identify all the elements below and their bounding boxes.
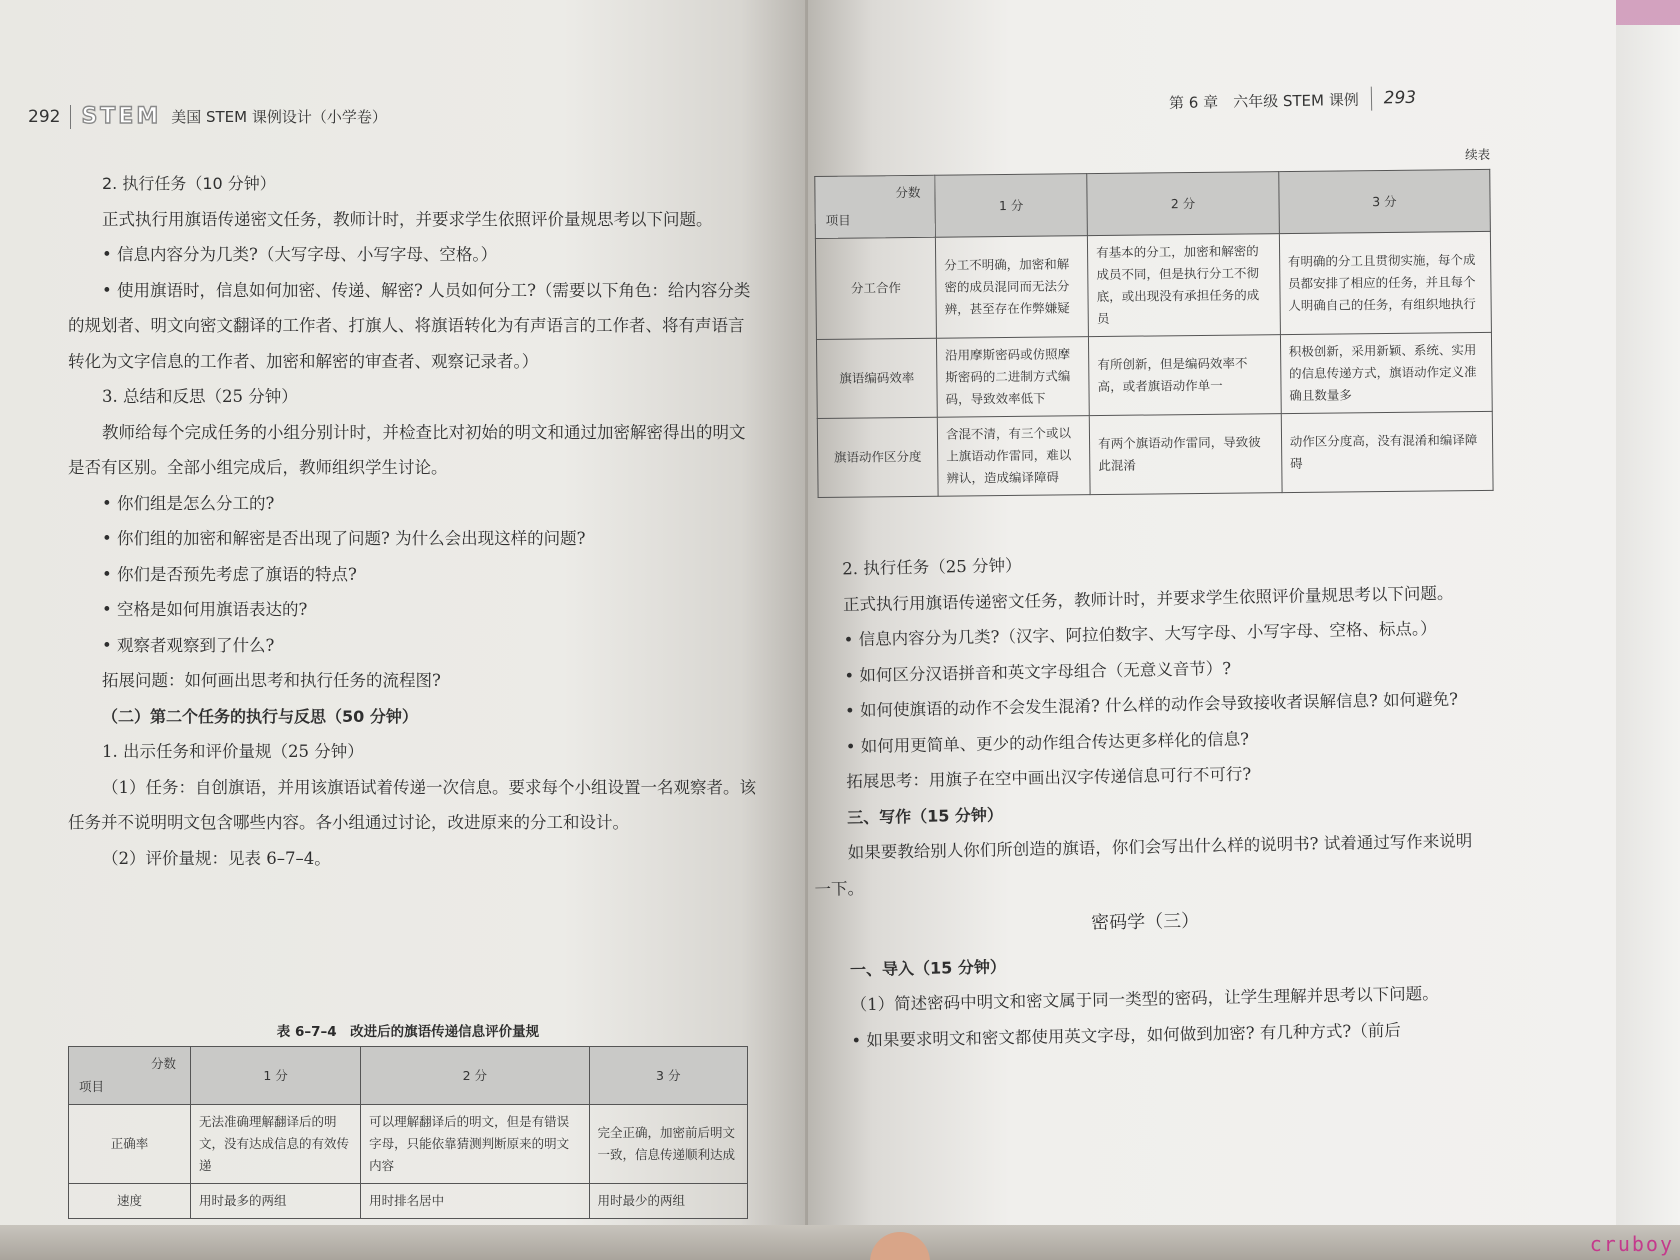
table-header: 3 分: [589, 1047, 748, 1105]
rubric-table-continued: [814, 169, 1493, 498]
paragraph: 3. 总结和反思（25 分钟）: [102, 387, 298, 406]
list-item: • 你们是否预先考虑了旗语的特点?: [102, 564, 357, 584]
table-cell: 用时最少的两组: [589, 1184, 748, 1219]
row-label: 旗语动作区分度: [817, 417, 938, 497]
right-table-block: [814, 145, 1494, 498]
right-running-head: [1169, 86, 1417, 114]
left-page-number: 292: [28, 106, 61, 127]
paragraph: 拓展问题：如何画出思考和执行任务的流程图?: [102, 671, 441, 690]
right-page: [808, 0, 1616, 1225]
paragraph: 2. 执行任务（10 分钟）: [102, 174, 276, 193]
paragraph: 教师给每个完成任务的小组分别计时，并检查比对初始的明文和通过加密解密得出的明文是否有区别。全部小组完成后，教师组织学生讨论。: [68, 422, 746, 477]
table-row: [815, 231, 1491, 339]
right-page-number: 293: [1383, 87, 1417, 109]
table-cell: 有基本的分工，加密和解密的成员不同，但是执行分工不彻底，或出现没有承担任务的成员: [1088, 234, 1281, 337]
section-heading: 三、写作（15 分钟）: [846, 804, 1004, 827]
paragraph: 正式执行用旗语传递密文任务，教师计时，并要求学生依照评价量规思考以下问题。: [102, 209, 713, 229]
corner-bottom-label: 项目: [79, 1079, 105, 1094]
left-page: [0, 0, 805, 1225]
table-cell: 动作区分度高，没有混淆和编译障碍: [1281, 411, 1493, 492]
table-cell: 沿用摩斯密码或仿照摩斯密码的二进制方式编码，导致效率低下: [936, 337, 1089, 418]
table-header: 1 分: [935, 174, 1088, 238]
table-cell: 完全正确，加密前后明文一致，信息传递顺利达成: [589, 1105, 748, 1184]
paragraph: 如果要教给别人你们所创造的旗语，你们会写出什么样的说明书? 试着通过写作来说明一下。: [814, 831, 1473, 899]
corner-bottom-label: 项目: [825, 212, 851, 228]
section-heading: （二）第二个任务的执行与反思（50 分钟）: [102, 706, 418, 726]
paragraph: 正式执行用旗语传递密文任务，教师计时，并要求学生依照评价量规思考以下问题。: [842, 583, 1454, 614]
paragraph: 2. 执行任务（25 分钟）: [842, 555, 1022, 579]
section-heading: 一、导入（15 分钟）: [849, 956, 1007, 979]
paragraph: （2）评价量规：见表 6–7–4。: [102, 848, 331, 868]
lesson-title: 密码学（三）: [1090, 910, 1200, 934]
list-item: • 信息内容分为几类?（大写字母、小写字母、空格。）: [102, 245, 498, 264]
table-corner: [815, 175, 936, 238]
list-item: • 使用旗语时，信息如何加密、传递、解密? 人员如何分工?（需要以下角色：给内容分类的规划者、明文向密文翻译的工作者、打旗人、将旗语转化为有声语言的工作者、将有声语言转化为文字信息的工作者、加密和解密的审查者、观察记录者。）: [68, 280, 751, 371]
stem-logo: STEM: [81, 104, 162, 129]
table-surface: [0, 1225, 1680, 1260]
row-label: 分工合作: [815, 237, 936, 339]
head-divider: [1370, 87, 1371, 111]
rubric-table: [68, 1046, 748, 1219]
paragraph: （1）简述密码中明文和密文属于同一类型的密码，让学生理解并思考以下问题。: [850, 983, 1439, 1015]
paragraph: 拓展思考：用旗子在空中画出汉字传递信息可行不可行?: [846, 764, 1252, 792]
table-row: [69, 1105, 748, 1184]
corner-top-label: 分数: [895, 184, 921, 201]
table-corner: [69, 1047, 191, 1105]
list-item: • 空格是如何用旗语表达的?: [102, 600, 308, 619]
row-label: 正确率: [69, 1105, 191, 1184]
table-cell: 含混不清，有三个或以上旗语动作雷同，难以辨认，造成编译障碍: [937, 416, 1090, 497]
corner-top-label: 分数: [150, 1056, 176, 1071]
watermark: cruboy: [1589, 1232, 1674, 1256]
row-label: 速度: [69, 1184, 191, 1219]
left-running-head: [28, 104, 387, 129]
table-cell: 用时最多的两组: [191, 1184, 361, 1219]
table-cell: 有明确的分工且贯彻实施，每个成员都安排了相应的任务，并且每个人明确自己的任务，有组织地执行: [1279, 231, 1491, 334]
table-cell: 分工不明确，加密和解密的成员混同而无法分辨，甚至存在作弊嫌疑: [935, 236, 1088, 339]
right-body-text: [808, 539, 1478, 1059]
table-row: [817, 411, 1493, 497]
chapter-title: 第 6 章 六年级 STEM 课例: [1168, 90, 1359, 112]
list-item: • 你们组是怎么分工的?: [102, 493, 275, 513]
list-item: • 如何区分汉语拼音和英文字母组合（无意义音节）?: [844, 658, 1232, 685]
table-header: 1 分: [191, 1047, 361, 1105]
paragraph: （1）任务：自创旗语，并用该旗语试着传递一次信息。要求每个小组设置一名观察者。该任务并不说明明文包含哪些内容。各小组通过讨论，改进原来的分工和设计。: [68, 777, 756, 832]
paragraph: 1. 出示任务和评价量规（25 分钟）: [102, 742, 364, 761]
list-item: • 观察者观察到了什么?: [102, 635, 275, 655]
left-body-text: [68, 166, 758, 876]
table-header: 3 分: [1278, 169, 1490, 233]
table-cell: 有所创新，但是编码效率不高，或者旗语动作单一: [1089, 335, 1281, 416]
table-cell: 可以理解翻译后的明文，但是有错误字母，只能依靠猜测判断原来的明文内容: [361, 1105, 589, 1184]
list-item: • 如何用更简单、更少的动作组合传达更多样化的信息?: [845, 729, 1250, 756]
list-item: • 如果要求明文和密文都使用英文字母，如何做到加密? 有几种方式?（前后: [851, 1020, 1401, 1050]
head-divider: [70, 105, 71, 129]
row-label: 旗语编码效率: [816, 338, 937, 418]
list-item: • 信息内容分为几类?（汉字、阿拉伯数字、大写字母、小写字母、空格、标点。）: [843, 618, 1437, 650]
table-caption: 表 6–7–4 改进后的旗语传递信息评价量规: [276, 1024, 540, 1040]
table-cell: 无法准确理解翻译后的明文，没有达成信息的有效传递: [191, 1105, 361, 1184]
left-table-block: [68, 1020, 748, 1219]
list-item: • 如何使旗语的动作不会发生混淆? 什么样的动作会导致接收者误解信息? 如何避免?: [844, 689, 1459, 721]
table-header: 2 分: [361, 1047, 589, 1105]
table-cell: 有两个旗语动作雷同，导致彼此混淆: [1089, 414, 1281, 495]
book-title: 美国 STEM 课例设计（小学卷）: [171, 108, 387, 126]
continued-label: 续表: [1464, 146, 1491, 163]
list-item: • 你们组的加密和解密是否出现了问题? 为什么会出现这样的问题?: [102, 529, 586, 548]
page-stack-edge: [1612, 25, 1680, 1225]
table-cell: 积极创新，采用新颖、系统、实用的信息传递方式，旗语动作定义准确且数量多: [1280, 332, 1492, 413]
table-row: [69, 1184, 748, 1219]
table-header: 2 分: [1087, 172, 1279, 236]
table-row: [816, 332, 1492, 418]
table-cell: 用时排名居中: [361, 1184, 589, 1219]
